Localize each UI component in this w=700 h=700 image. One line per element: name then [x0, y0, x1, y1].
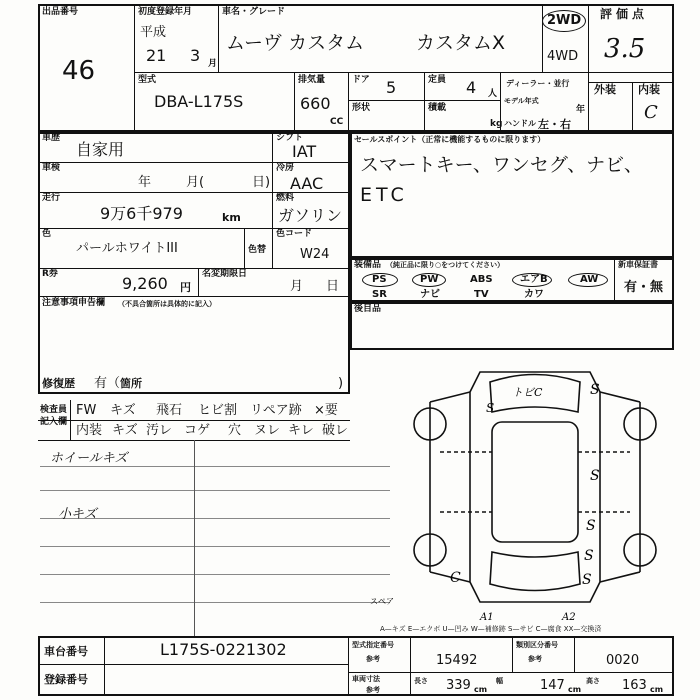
color-label: 色	[42, 229, 52, 239]
dims-length: 339	[446, 678, 471, 693]
info-block	[38, 132, 350, 394]
chassis-value: L175S-0221302	[160, 640, 287, 659]
mark-s-4: S	[584, 548, 594, 564]
first-reg-year: 21	[146, 46, 167, 65]
recycle-value: 9,260	[122, 274, 168, 293]
repair-end: 箇所	[120, 377, 142, 390]
aircon-label: 冷房	[276, 163, 295, 173]
inspector-crack: ヒビ割	[198, 403, 238, 418]
dims-length-label: 長さ	[414, 677, 428, 685]
mileage-value: 9万6千979	[100, 204, 183, 223]
first-reg-month: 3	[190, 46, 201, 65]
repair-value: 有（	[94, 376, 121, 391]
repair-label: 修復歴	[42, 377, 75, 390]
shift-value: IAT	[292, 142, 317, 161]
rear-seat-label: 後目品	[354, 304, 382, 314]
equip-abs: ABS	[470, 274, 493, 285]
inspector-hole: 穴	[228, 423, 242, 438]
equip-pw: PW	[420, 274, 439, 285]
inspector-rip: 破レ	[322, 423, 349, 438]
inspector-label-1: 検査員	[40, 405, 68, 415]
inspector-int-scratch: キズ	[112, 423, 138, 438]
spec-num-value: 15492	[436, 653, 478, 668]
class-num-sub: 参考	[528, 655, 542, 663]
model-year-label: モデル年式	[504, 97, 539, 105]
inspection-year: 年	[138, 175, 152, 190]
inspector-burn: コゲ	[184, 423, 211, 438]
inspector-tear: キレ	[288, 423, 314, 438]
displacement-label: 排気量	[298, 75, 326, 85]
model-year-unit: 年	[576, 105, 586, 115]
capacity-unit: 人	[488, 89, 498, 99]
recycle-label: R券	[42, 269, 58, 279]
notes-label: 注意事項申告欄	[42, 298, 106, 308]
mark-s-3: S	[586, 518, 596, 534]
sales-line2: ETC	[360, 184, 408, 206]
mileage-label: 走行	[42, 193, 61, 203]
drive-2wd: 2WD	[547, 13, 582, 28]
fuel-label: 燃料	[276, 193, 295, 203]
equip-airbag: エアB	[520, 274, 548, 285]
rear-seat-block	[350, 302, 674, 350]
mark-s-5: S	[582, 572, 592, 588]
interior-label: 内装	[638, 83, 660, 96]
mark-c: C	[450, 570, 461, 586]
capacity-label: 定員	[428, 75, 447, 85]
lot-number: 46	[62, 56, 96, 86]
mark-s-2: S	[590, 468, 600, 484]
deadline-label: 名変期限日	[202, 269, 248, 279]
notes-subtext: （不具合箇所は具体的に記入）	[118, 300, 216, 308]
class-num-label: 類別区分番号	[516, 641, 558, 649]
mileage-unit: km	[222, 211, 241, 224]
history-value: 自家用	[76, 140, 125, 159]
car-name: ムーヴ カスタム	[226, 32, 365, 54]
doors-value: 5	[386, 78, 397, 97]
hand-note-2: 小キズ	[58, 507, 97, 522]
equip-ps: PS	[372, 274, 387, 285]
load-unit: kg	[490, 119, 503, 129]
aircon-value: AAC	[290, 174, 324, 193]
dims-width-label: 幅	[496, 677, 503, 685]
dims-height: 163	[622, 678, 647, 693]
equip-tv: TV	[474, 289, 489, 300]
inspector-dirt: 汚レ	[146, 423, 173, 438]
model-label: 型式	[138, 75, 157, 85]
mark-s-1: S	[590, 382, 600, 398]
mark-a2: A2	[562, 612, 576, 623]
equip-navi: ナビ	[420, 289, 440, 300]
inspector-fw: FW	[76, 403, 97, 418]
color-value: パールホワイトIII	[76, 241, 178, 256]
equip-aw: AW	[580, 274, 599, 285]
exterior-label: 外装	[594, 83, 616, 96]
inspector-label-2: 記入欄	[40, 417, 68, 427]
car-name-label: 車名・グレード	[222, 7, 286, 17]
inspection-day: 日)	[252, 175, 271, 190]
inspection-month: 月(	[186, 175, 205, 190]
chassis-label: 車台番号	[44, 645, 88, 658]
registration-label: 登録番号	[44, 673, 88, 686]
hand-note-1: ホイールキズ	[50, 451, 128, 466]
dims-height-label: 高さ	[586, 677, 600, 685]
drive-4wd: 4WD	[547, 49, 579, 64]
deadline-month: 月	[290, 279, 304, 294]
legend: A—キズ E—エクボ U—凹み W—補修跡 S—サビ C—腐食 XX—交換済	[380, 625, 602, 633]
color-code-value: W24	[300, 247, 330, 262]
deadline-day: 日	[326, 279, 340, 294]
new-car-warranty-label: 新車保証書	[618, 260, 658, 269]
car-diagram	[370, 352, 670, 623]
doors-label: ドア	[352, 75, 370, 85]
class-num-value: 0020	[606, 653, 640, 668]
sales-line1: スマートキー、ワンセグ、ナビ、	[360, 154, 643, 176]
spec-num-label: 型式指定番号	[352, 641, 394, 649]
equip-sr: SR	[372, 289, 387, 300]
inspector-interior: 内装	[76, 423, 103, 438]
mark-a1: A1	[480, 612, 494, 623]
tone-label: 色替	[248, 245, 267, 255]
load-label: 積載	[428, 103, 447, 113]
car-grade: カスタムX	[416, 32, 506, 54]
equip-leather: カワ	[524, 289, 544, 300]
spec-num-sub: 参考	[366, 655, 380, 663]
inspector-chip: 飛石	[156, 403, 183, 418]
dims-label: 車両寸法	[352, 675, 380, 683]
sales-label: セールスポイント（正常に機能するものに限ります）	[354, 135, 546, 144]
color-code-label: 色コード	[276, 229, 313, 239]
shift-label: シフト	[276, 133, 304, 143]
dims-height-unit: cm	[650, 685, 664, 694]
mark-s-6: S	[486, 401, 495, 415]
equipment-note: （純正品に限り○をつけてください）	[386, 261, 505, 269]
recycle-unit: 円	[180, 281, 191, 294]
dims-width-unit: cm	[568, 685, 582, 694]
inspector-wet: ヌレ	[254, 423, 281, 438]
repair-close: )	[338, 376, 344, 391]
inspector-required: ×要	[314, 403, 338, 418]
dims-sub: 参考	[366, 686, 380, 694]
fuel-value: ガソリン	[278, 206, 343, 225]
displacement-value: 660	[300, 94, 331, 113]
handle-value: 左・右	[538, 118, 571, 131]
lot-label: 出品番号	[42, 7, 79, 17]
model-value: DBA-L175S	[154, 92, 244, 111]
handle-label: ハンドル	[504, 119, 536, 128]
first-reg-month-unit: 月	[208, 59, 218, 69]
displacement-unit: CC	[330, 117, 344, 127]
grade-label: 評価点	[600, 7, 649, 21]
first-reg-era: 平成	[140, 25, 167, 40]
dims-width: 147	[540, 678, 565, 693]
new-car-warranty-value: 有・無	[624, 280, 664, 295]
mark-chip-c: トビC	[512, 386, 543, 399]
capacity-value: 4	[466, 78, 477, 97]
equipment-label: 装備品	[354, 260, 382, 270]
history-label: 車歴	[42, 133, 61, 143]
first-reg-label: 初度登録年月	[138, 7, 193, 17]
inspector-scratch: キズ	[110, 403, 136, 418]
dealer-label: ディーラー・並行	[506, 79, 570, 88]
inspector-repair: リペア跡	[250, 403, 302, 418]
interior-value: C	[644, 102, 658, 123]
spare-label: スペア	[370, 597, 394, 606]
dims-length-unit: cm	[474, 685, 488, 694]
shape-label: 形状	[352, 103, 371, 113]
inspection-label: 車検	[42, 163, 61, 173]
grade-score: 3.5	[604, 34, 646, 64]
